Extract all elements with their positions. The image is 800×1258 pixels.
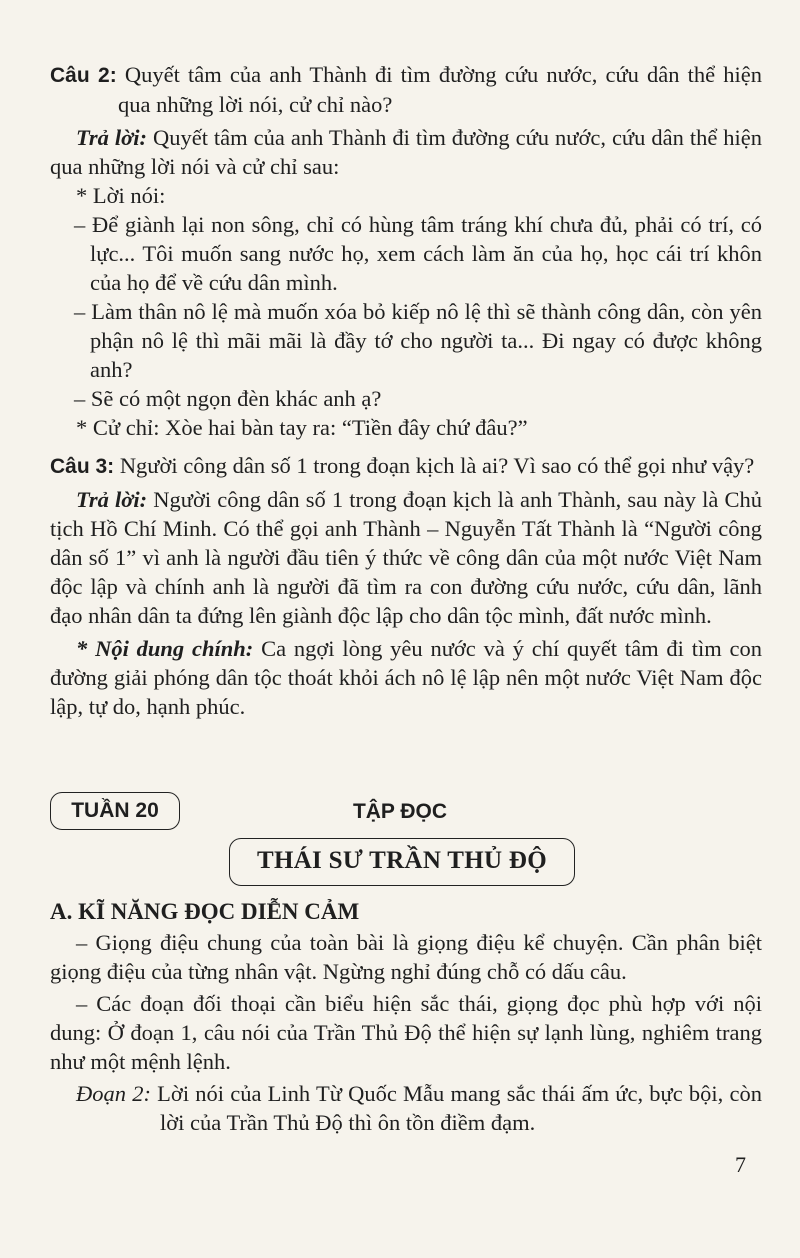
question-3 [50,451,762,481]
answer-3-text: Người công dân số 1 trong đoạn kịch là anh Thành, sau này là Chủ tịch Hồ Chí Minh. Có thể gọi anh Thành – Nguyễn Tất Thành là “Người công dân số 1” vì anh là người đầu tiên ý thức về công dân của một nước Việt Nam độc lập và chính anh là người đã tìm ra con đường cứu nước, cứu dân, lãnh đạo nhân dân ta đứng lên giành độc lập cho dân tộc mình, đất nước mình. [50,487,763,628]
question-2-text: Quyết tâm của anh Thành đi tìm đường cứu nước, cứu dân thể hiện qua những lời nói, cử chỉ nào? [118,62,763,117]
speech-item: – Để giành lại non sông, chỉ có hùng tâm tráng khí chưa đủ, phải có trí, có lực... Tôi muốn sang nước họ, xem cách làm ăn của họ, học cái trí khôn của họ để về cứu dân mình. [74,212,762,295]
main-idea [50,634,762,721]
page-number: 7 [735,1152,746,1177]
section-a-paragraph: – Các đoạn đối thoại cần biểu hiện sắc thái, giọng đọc phù hợp với nội dung: Ở đoạn 1, câu nói của Trần Thủ Độ thể hiện sự lạnh lùng, nghiêm trang như một mệnh lệnh. [50,991,762,1074]
answer-2 [50,123,762,181]
paragraph-2-text: Lời nói của Linh Từ Quốc Mẫu mang sắc thái ấm ức, bực bội, còn lời của Trần Thủ Độ thì ôn tồn điềm đạm. [157,1081,763,1135]
section-a-body [50,928,762,1137]
question-3-label: Câu 3: [50,455,115,478]
answer-2-label: Trả lời: [76,125,147,150]
section-a-paragraph: – Giọng điệu chung của toàn bài là giọng điệu kể chuyện. Cần phân biệt giọng điệu của từng nhân vật. Ngừng nghỉ đúng chỗ có dấu câu. [50,930,762,984]
main-idea-label: * Nội dung chính: [76,636,254,661]
upper-text-block [50,60,762,721]
speech-heading: * Lời nói: [76,183,166,208]
category-heading: TẬP ĐỌC [352,800,448,823]
answer-2-text: Quyết tâm của anh Thành đi tìm đường cứu nước, cứu dân thể hiện qua những lời nói và cử chỉ sau: [50,125,763,179]
speech-item: – Sẽ có một ngọn đèn khác anh ạ? [74,386,382,411]
section-a-paragraph [50,1079,762,1137]
section-a-heading: A. KĨ NĂNG ĐỌC DIỄN CẢM [50,899,360,924]
answer-3 [50,485,762,630]
answer-3-label: Trả lời: [76,487,148,512]
question-2-label: Câu 2: [50,64,117,87]
main-idea-text: Ca ngợi lòng yêu nước và ý chí quyết tâm đi tìm con đường giải phóng dân tộc thoát khỏi ách nô lệ lập nên một nước Việt Nam độc lập, tự do, hạnh phúc. [50,636,763,719]
question-3-text: Người công dân số 1 trong đoạn kịch là ai? Vì sao có thể gọi như vậy? [119,453,755,478]
paragraph-2-label: Đoạn 2: [76,1081,151,1106]
question-2 [50,60,762,119]
speech-item: – Làm thân nô lệ mà muốn xóa bỏ kiếp nô lệ thì sẽ thành công dân, còn yên phận nô lệ thì mãi mãi là đầy tớ cho người ta... Đi ngay có được không anh? [74,299,762,382]
lesson-title: THÁI SƯ TRẦN THỦ ĐỘ [229,838,575,886]
week-badge: TUẦN 20 [50,792,180,830]
gesture-line: * Cử chỉ: Xòe hai bàn tay ra: “Tiền đây chứ đâu?” [76,415,528,440]
